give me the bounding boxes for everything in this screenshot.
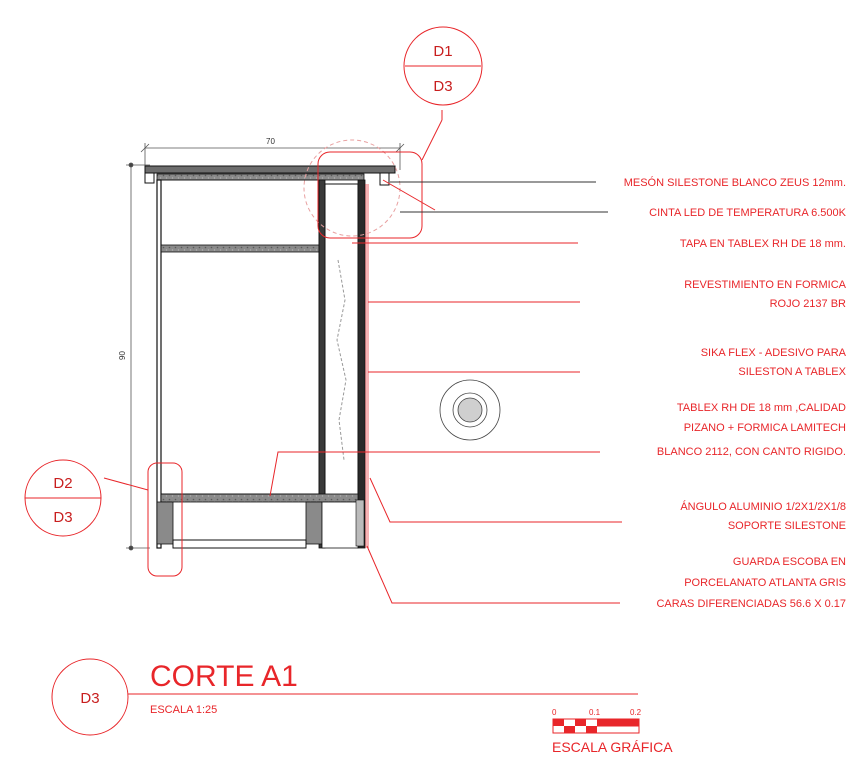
graphic-scale-tick-2: 0.2 — [630, 708, 642, 717]
detail-bubble-left-upper: D2 — [53, 475, 73, 492]
title-bubble-label: D3 — [80, 690, 100, 707]
title-block — [52, 659, 638, 735]
annotation-formica-line-1: REVESTIMIENTO EN FORMICA — [684, 279, 846, 291]
graphic-scale-tick-1: 0.1 — [589, 708, 601, 717]
plinth-left — [157, 502, 173, 544]
annotation-baseboard-line-1: GUARDA ESCOBA EN — [732, 556, 846, 568]
detail-bubble-left-lower: D3 — [53, 509, 73, 526]
height-dimension — [126, 163, 150, 550]
width-dimension-label: 70 — [266, 137, 275, 146]
plinth-right — [306, 502, 322, 544]
detail-bubble-left[interactable] — [25, 460, 101, 536]
annotation-led-strip: CINTA LED DE TEMPERATURA 6.500K — [649, 207, 846, 219]
annotation-countertop: MESÓN SILESTONE BLANCO ZEUS 12mm. — [623, 177, 846, 189]
graphic-scale — [552, 708, 673, 755]
annotation-tablex-line-3: BLANCO 2112, CON CANTO RIGIDO. — [656, 446, 846, 458]
detail-bubble-top-upper: D1 — [433, 43, 453, 60]
shelf — [161, 245, 319, 252]
graphic-scale-tick-0: 0 — [552, 708, 557, 717]
annotation-tablex-line-2: PIZANO + FORMICA LAMITECH — [683, 422, 846, 434]
leader-lines-dark — [390, 182, 608, 212]
kickboard — [173, 540, 306, 548]
height-dimension-label: 90 — [118, 351, 127, 360]
annotation-sikaflex-line-2: SILESTON A TABLEX — [738, 366, 846, 378]
annotation-baseboard-line-2: PORCELANATO ATLANTA GRIS — [684, 577, 846, 589]
scale-label: ESCALA 1:25 — [150, 704, 218, 716]
countertop — [145, 166, 395, 173]
annotation-sikaflex-line-1: SIKA FLEX - ADESIVO PARA — [700, 347, 846, 359]
detail-bubble-top[interactable] — [404, 27, 482, 105]
annotation-angle-line-1: ÁNGULO ALUMINIO 1/2X1/2X1/8 — [680, 501, 846, 513]
bottom-board — [161, 494, 358, 502]
annotation-formica-line-2: ROJO 2137 BR — [769, 298, 846, 310]
reference-circle-symbol — [440, 380, 500, 440]
annotation-angle-line-2: SOPORTE SILESTONE — [727, 520, 846, 532]
annotation-top-board: TAPA EN TABLEX RH DE 18 mm. — [679, 238, 846, 250]
annotation-baseboard-line-3: CARAS DIFERENCIADAS 56.6 X 0.17 — [656, 598, 846, 610]
section-title: CORTE A1 — [150, 660, 298, 693]
graphic-scale-label: ESCALA GRÁFICA — [552, 739, 673, 755]
detail-bubble-top-lower: D3 — [433, 78, 453, 95]
top-board — [157, 174, 364, 180]
annotation-tablex-line-1: TABLEX RH DE 18 mm ,CALIDAD — [676, 402, 846, 414]
left-panel — [157, 180, 161, 548]
annotations — [624, 176, 847, 610]
